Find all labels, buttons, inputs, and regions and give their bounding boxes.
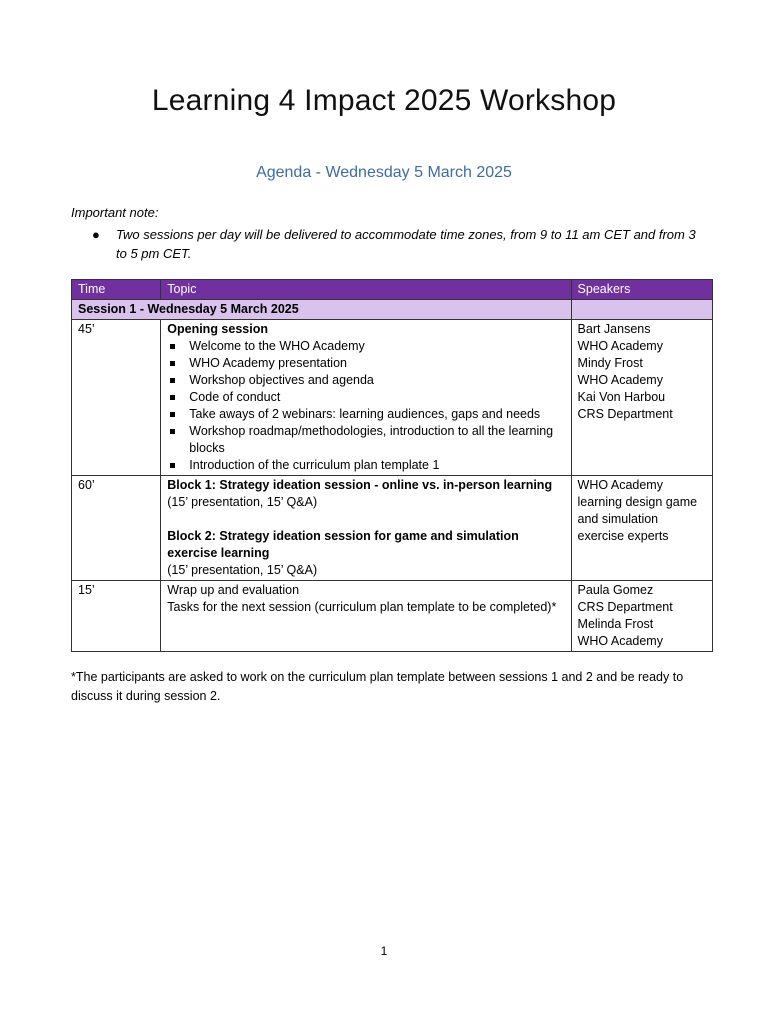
opening-session-heading: Opening session: [167, 322, 268, 336]
wrapup-line: Wrap up and evaluation: [167, 583, 300, 597]
list-item: Introduction of the curriculum plan template 1: [167, 457, 564, 474]
block1-title: Block 1: Strategy ideation session - online vs. in-person learning: [167, 478, 553, 492]
speaker-line: WHO Academy: [577, 634, 663, 648]
time-cell: 15’: [72, 581, 161, 652]
list-item: Welcome to the WHO Academy: [167, 338, 564, 355]
page-number: 1: [380, 944, 388, 958]
bullet-dot-icon: ●: [92, 227, 100, 242]
block2-title: Block 2: Strategy ideation session for game and simulation exercise learning: [167, 529, 519, 560]
speaker-line: Bart Jansens: [577, 322, 651, 336]
list-item: WHO Academy presentation: [167, 355, 564, 372]
footnote: *The participants are asked to work on the curriculum plan template between sessions 1 and 2 and be ready to discuss it during session 2.: [71, 670, 684, 703]
speaker-line: Melinda Frost: [577, 617, 654, 631]
list-item: Workshop objectives and agenda: [167, 372, 564, 389]
header-time: Time: [72, 280, 161, 300]
time-cell: 60’: [72, 476, 161, 581]
speakers-cell: WHO Academy learning design game and simulation exercise experts: [571, 476, 712, 581]
speaker-line: CRS Department: [577, 407, 673, 421]
important-note-text: Two sessions per day will be delivered to accommodate time zones, from 9 to 11 am CET and from 3 to 5 pm CET.: [116, 227, 696, 261]
list-item: Code of conduct: [167, 389, 564, 406]
header-topic: Topic: [161, 280, 571, 300]
topic-cell: [161, 476, 571, 581]
important-note-label: Important note:: [71, 205, 159, 220]
session-title: Session 1 - Wednesday 5 March 2025: [72, 300, 572, 320]
speakers-cell: [571, 320, 712, 476]
header-speakers: Speakers: [571, 280, 712, 300]
block1-detail: (15’ presentation, 15’ Q&A): [167, 495, 318, 509]
document-title: Learning 4 Impact 2025 Workshop: [151, 84, 617, 117]
speakers-cell: [571, 581, 712, 652]
session-row: [72, 300, 713, 320]
speaker-line: WHO Academy: [577, 373, 663, 387]
speaker-line: Mindy Frost: [577, 356, 643, 370]
session-empty-cell: [571, 300, 712, 320]
agenda-subtitle: Agenda - Wednesday 5 March 2025: [256, 164, 512, 181]
opening-session-list: [167, 338, 564, 474]
table-row: [72, 320, 713, 476]
agenda-table: [71, 279, 713, 652]
important-note-bullet: [92, 225, 702, 263]
table-header-row: [72, 280, 713, 300]
speaker-line: Paula Gomez: [577, 583, 654, 597]
time-cell: 45’: [72, 320, 161, 476]
spacer: [167, 511, 564, 528]
topic-cell: [161, 320, 571, 476]
speaker-line: WHO Academy: [577, 339, 663, 353]
tasks-line: Tasks for the next session (curriculum plan template to be completed)*: [167, 600, 557, 614]
block2-detail: (15’ presentation, 15’ Q&A): [167, 563, 318, 577]
list-item: Take aways of 2 webinars: learning audiences, gaps and needs: [167, 406, 564, 423]
speaker-line: CRS Department: [577, 600, 673, 614]
table-row: [72, 476, 713, 581]
table-row: [72, 581, 713, 652]
topic-cell: [161, 581, 571, 652]
list-item: Workshop roadmap/methodologies, introduction to all the learning blocks: [167, 423, 564, 457]
speaker-line: Kai Von Harbou: [577, 390, 666, 404]
